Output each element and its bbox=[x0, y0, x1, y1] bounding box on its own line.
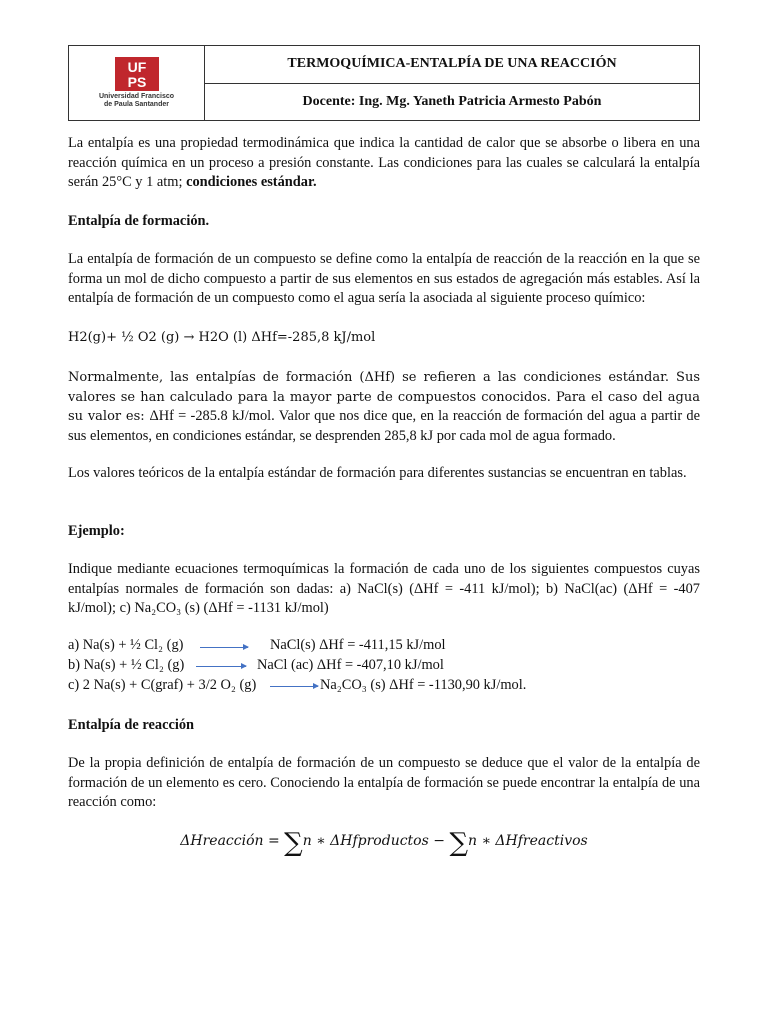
sum-icon: ∑ bbox=[449, 828, 468, 858]
heading-reaction: Entalpía de reacción bbox=[68, 717, 195, 733]
svg-text:UF: UF bbox=[127, 59, 146, 75]
document-title: TERMOQUÍMICA-ENTALPÍA DE UNA REACCIÓN bbox=[205, 46, 699, 84]
reaction-paragraph: De la propia definición de entalpía de formación de un compuesto se deduce que el valor de la entalpía de formación de un elemento es cero. Conociendo la entalpía de formación se puede encontrar la entalpía de una reacción como: bbox=[68, 755, 700, 810]
document-header bbox=[68, 45, 700, 121]
teacher-line: Docente: Ing. Mg. Yaneth Patricia Armesto Pabón bbox=[302, 93, 602, 109]
intro-text: La entalpía es una propiedad termodinámica que indica la cantidad de calor que se absorbe o libera en una reacción química en un proceso a presión constante. Las condiciones para las cuales se calculará la entalpía serán 25°C y 1 atm; bbox=[68, 135, 700, 190]
reaction-enthalpy-formula bbox=[68, 828, 700, 858]
water-equation: H2(g)+ ½ O2 (g) → H2O (l) ΔHf=-285,8 kJ/mol bbox=[68, 330, 376, 345]
reaction-b-left: b) Na(s) + ½ Cl₂ (g) bbox=[68, 657, 185, 673]
standard-paragraph bbox=[68, 368, 700, 446]
header-title-cell bbox=[205, 46, 699, 120]
formula-left: ΔHreacción = bbox=[180, 833, 285, 849]
formula-mid: n ∗ ΔHfproductos − bbox=[302, 833, 450, 849]
logo-name-line1: Universidad Francisco bbox=[98, 93, 175, 100]
intro-bold: condiciones estándar. bbox=[186, 174, 317, 190]
ufps-logo-icon bbox=[115, 57, 159, 91]
reaction-c-right: Na₂CO₃ (s) ΔHf = -1130,90 kJ/mol. bbox=[320, 677, 527, 693]
logo-name bbox=[99, 93, 174, 109]
example-prompt: Indique mediante ecuaciones termoquímicas la formación de cada uno de los siguientes compuestos cuyas entalpías normales de formación son dadas: a) NaCl(s) (ΔHf = -411 kJ/mol); b) NaCl(ac) (ΔHf = -407 kJ/mol); c) Na₂CO₃ (s) (ΔHf = -1131 kJ/mol) bbox=[68, 561, 700, 616]
reaction-a-left: a) Na(s) + ½ Cl₂ (g) bbox=[68, 637, 184, 653]
sum-icon: ∑ bbox=[284, 828, 303, 858]
arrow-icon bbox=[196, 666, 246, 667]
formula-right: n ∗ ΔHfreactivos bbox=[468, 833, 588, 849]
reaction-b-right: NaCl (ac) ΔHf = -407,10 kJ/mol bbox=[257, 657, 444, 673]
university-logo bbox=[69, 46, 205, 120]
svg-text:PS: PS bbox=[127, 74, 146, 90]
reaction-b bbox=[68, 656, 700, 676]
intro-paragraph bbox=[68, 134, 700, 193]
formation-paragraph: La entalpía de formación de un compuesto se define como la entalpía de reacción de la reacción en la que se forma un mol de dicho compuesto a partir de sus elementos en sus estados de agregación más estables. Así la entalpía de formación de un compuesto como el agua sería la asociada al siguiente proceso químico: bbox=[68, 251, 700, 306]
heading-formation: Entalpía de formación. bbox=[68, 213, 210, 229]
standard-text-b: ΔHf = -285.8 kJ/mol. Valor que nos dice que, en la reacción de formación del agua a partir de sus elementos, en condiciones estándar, se desprenden 285,8 kJ por cada mol de agua formado. bbox=[68, 408, 700, 444]
standard-text-a: Normalmente, las entalpías de formación (ΔHf) se refieren a las condiciones estándar. Sus valores se han calculado para la mayor parte de compuestos conocidos. Para el caso del agua su valor es: bbox=[68, 370, 700, 424]
tables-paragraph: Los valores teóricos de la entalpía estándar de formación para diferentes sustancias se encuentran en tablas. bbox=[68, 465, 687, 481]
arrow-icon bbox=[270, 686, 318, 687]
logo-name-line2: de Paula Santander bbox=[104, 101, 169, 108]
arrow-icon bbox=[200, 647, 248, 648]
reaction-a-right: NaCl(s) ΔHf = -411,15 kJ/mol bbox=[270, 637, 446, 653]
reaction-a bbox=[68, 636, 700, 656]
reaction-c-left: c) 2 Na(s) + C(graf) + 3/2 O₂ (g) bbox=[68, 677, 257, 693]
reaction-c bbox=[68, 676, 700, 696]
heading-example: Ejemplo: bbox=[68, 523, 125, 539]
